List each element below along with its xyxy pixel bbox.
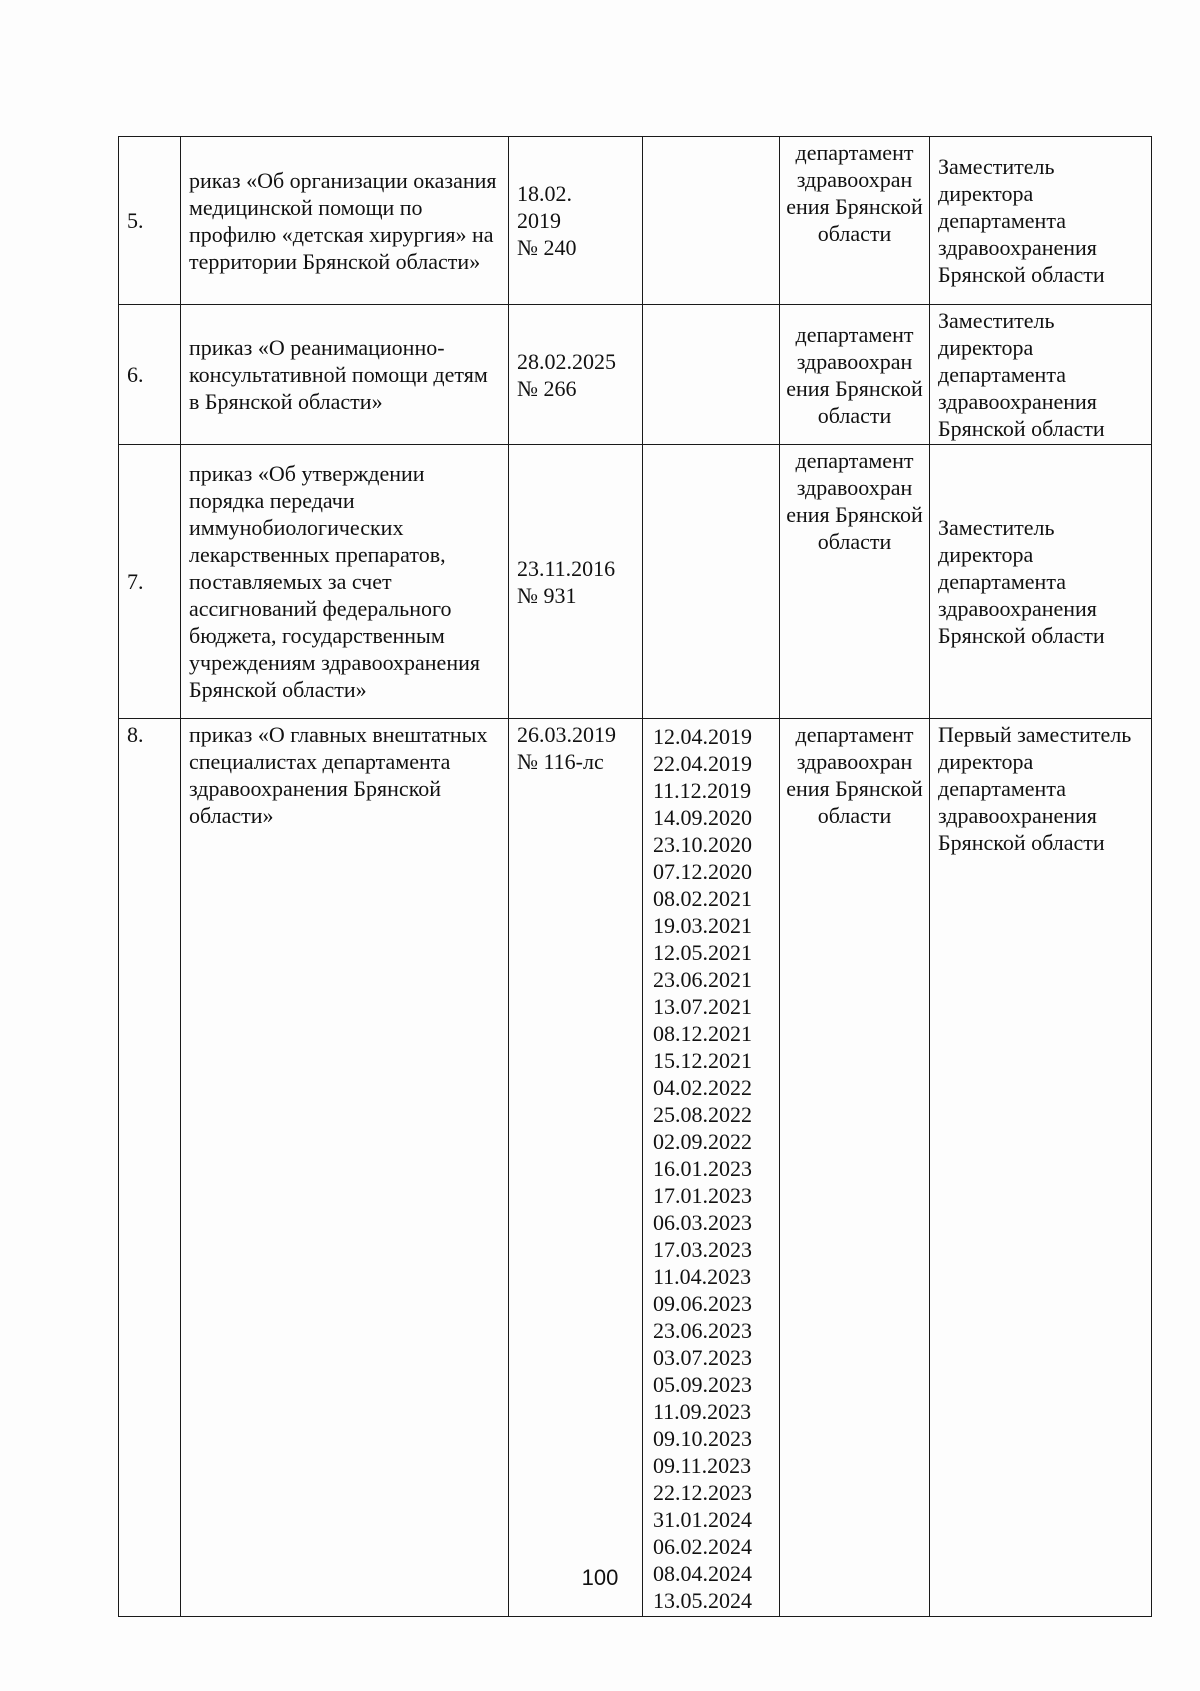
order-date: 28.02.2025 № 266 [509, 305, 643, 445]
amendment-date: 13.07.2021 [653, 994, 752, 1019]
amendment-date: 08.12.2021 [653, 1021, 752, 1046]
amendment-date: 22.04.2019 [653, 751, 752, 776]
responsible-person: Заместитель директора департамента здравоохранения Брянской области [930, 445, 1152, 719]
order-date: 23.11.2016 № 931 [509, 445, 643, 719]
amendment-date: 07.12.2020 [653, 859, 752, 884]
order-title: приказ «О реанимационно-консультативной помощи детям в Брянской области» [181, 305, 509, 445]
amendment-dates [643, 719, 780, 1617]
order-date: 18.02. 2019 № 240 [509, 137, 643, 305]
row-number: 5. [119, 137, 181, 305]
order-title: риказ «Об организации оказания медицинской помощи по профилю «детская хирургия» на территории Брянской области» [181, 137, 509, 305]
amendment-date: 02.09.2022 [653, 1129, 752, 1154]
amendment-dates [643, 137, 780, 305]
amendment-date: 09.11.2023 [653, 1453, 752, 1478]
amendment-date: 09.06.2023 [653, 1291, 752, 1316]
amendment-date: 23.06.2023 [653, 1318, 752, 1343]
amendment-date: 17.01.2023 [653, 1183, 752, 1208]
amendment-date: 11.09.2023 [653, 1399, 752, 1424]
table-row [119, 719, 1152, 1617]
amendment-date: 19.03.2021 [653, 913, 752, 938]
amendment-dates [643, 305, 780, 445]
amendment-date: 06.03.2023 [653, 1210, 752, 1235]
amendment-date: 22.12.2023 [653, 1480, 752, 1505]
amendment-date: 03.07.2023 [653, 1345, 752, 1370]
amendment-date: 08.04.2024 [653, 1561, 752, 1586]
row-number: 8. [119, 719, 181, 1617]
amendment-date: 05.09.2023 [653, 1372, 752, 1397]
amendment-date: 17.03.2023 [653, 1237, 752, 1262]
table-row [119, 445, 1152, 719]
amendment-date: 14.09.2020 [653, 805, 752, 830]
department: департамент здравоохран ения Брянской области [780, 719, 930, 1617]
order-date: 26.03.2019 № 116-лс [509, 719, 643, 1617]
department: департамент здравоохран ения Брянской области [780, 445, 930, 719]
amendment-date: 06.02.2024 [653, 1534, 752, 1559]
amendment-date: 25.08.2022 [653, 1102, 752, 1127]
amendment-date: 12.04.2019 [653, 724, 752, 749]
table-row [119, 305, 1152, 445]
amendment-date: 15.12.2021 [653, 1048, 752, 1073]
department: департамент здравоохран ения Брянской области [780, 137, 930, 305]
order-title: приказ «Об утверждении порядка передачи иммунобиологических лекарственных препаратов, поставляемых за счет ассигнований федерального бюджета, государственным учреждениям здравоохранения Брянской области» [181, 445, 509, 719]
amendment-date: 23.06.2021 [653, 967, 752, 992]
amendment-date: 09.10.2023 [653, 1426, 752, 1451]
amendment-date: 23.10.2020 [653, 832, 752, 857]
amendment-date: 16.01.2023 [653, 1156, 752, 1181]
table-row [119, 137, 1152, 305]
amendment-date: 13.05.2024 [653, 1588, 752, 1613]
row-number: 6. [119, 305, 181, 445]
responsible-person: Первый заместитель директора департамента здравоохранения Брянской области [930, 719, 1152, 1617]
row-number: 7. [119, 445, 181, 719]
department: департамент здравоохран ения Брянской области [780, 305, 930, 445]
amendment-date: 04.02.2022 [653, 1075, 752, 1100]
amendment-date: 11.04.2023 [653, 1264, 752, 1289]
amendment-date: 31.01.2024 [653, 1507, 752, 1532]
responsible-person: Заместитель директора департамента здравоохранения Брянской области [930, 305, 1152, 445]
amendment-date: 12.05.2021 [653, 940, 752, 965]
amendment-date: 11.12.2019 [653, 778, 752, 803]
responsible-person: Заместитель директора департамента здравоохранения Брянской области [930, 137, 1152, 305]
order-title: приказ «О главных внештатных специалистах департамента здравоохранения Брянской области» [181, 719, 509, 1617]
amendment-date: 08.02.2021 [653, 886, 752, 911]
orders-table [118, 136, 1152, 1617]
page-number: 100 [581, 1565, 619, 1590]
amendment-dates [643, 445, 780, 719]
